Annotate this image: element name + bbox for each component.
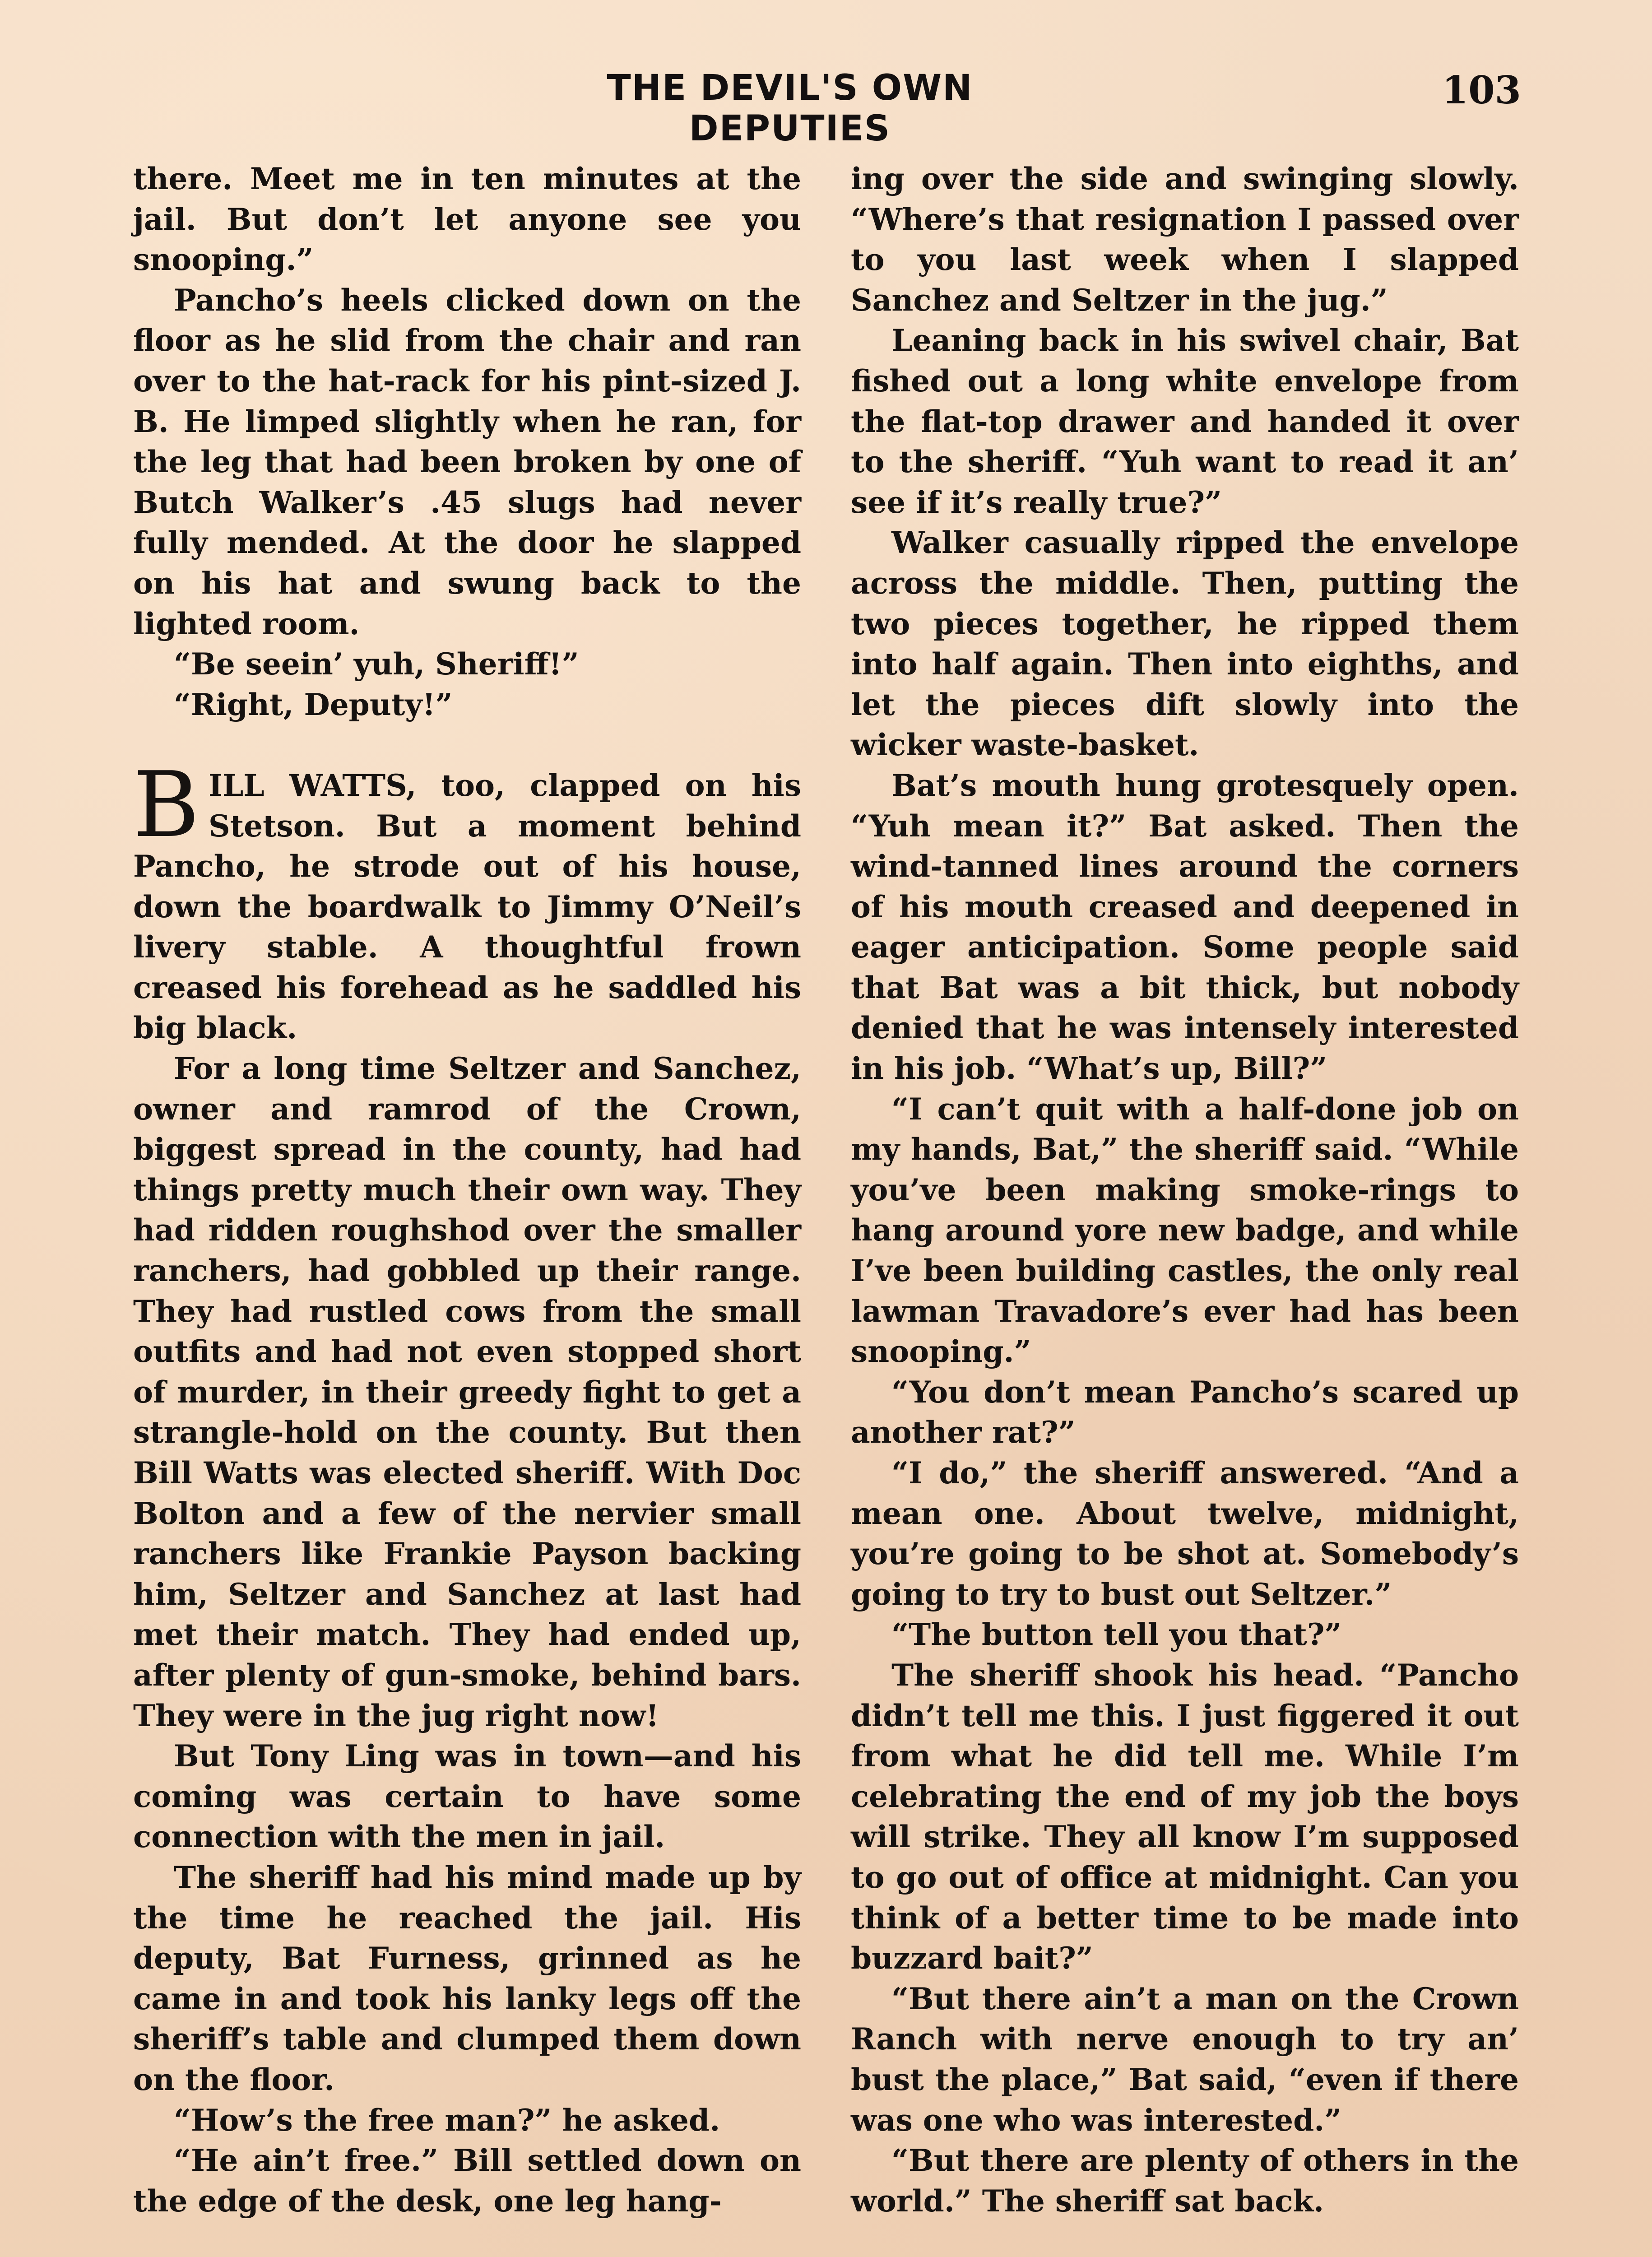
left-text-column xyxy=(133,159,801,2221)
paragraph: “Be seein’ yuh, Sheriff!” xyxy=(174,646,579,682)
paragraph: For a long time Seltzer and Sanchez, owner and ramrod of the Crown, biggest spread in the county, had had things pretty much their own way. They had ridden roughshod over the smaller ranchers, had gobbled up their range. They had rustled cows from the small outfits and had not even stopped short of murder, in their greedy fight to get a strangle-hold on the county. But then Bill Watts was elected sheriff. With Doc Bolton and a few of the nervier small ranchers like Frankie Payson backing him, Seltzer and Sanchez at last had met their match. They had ended up, after plenty of gun-smoke, behind bars. They were in the jug right now! xyxy=(133,1051,801,1733)
paragraph: “I can’t quit with a half-done job on my hands, Bat,” the sheriff said. “While you’ve been making smoke-rings to hang around yore new badge, and while I’ve been building castles, the only real lawman Travadore’s ever had has been snooping.” xyxy=(851,1091,1519,1370)
paragraph-text: ILL WATTS, too, clapped on his Stetson. But a moment behind Pancho, he strode out of his house, down the boardwalk to Jimmy O’Neil’s livery stable. A thoughtful frown creased his forehead as he saddled his big black. xyxy=(133,767,801,1046)
paragraph: “How’s the free man?” he asked. xyxy=(174,2102,720,2138)
paragraph: “I do,” the sheriff answered. “And a mean one. About twelve, midnight, you’re going to be shot at. Somebody’s going to try to bust out Seltzer.” xyxy=(851,1455,1519,1612)
paragraph: The sheriff had his mind made up by the time he reached the jail. His deputy, Bat Furness, grinned as he came in and took his lanky legs off the sheriff’s table and clumped them down on the floor. xyxy=(133,1859,801,2097)
paragraph: “Right, Deputy!” xyxy=(174,687,453,722)
paragraph: Walker casually ripped the envelope across the middle. Then, putting the two pieces together, he ripped them into half again. Then into eighths, and let the pieces dift slowly into the wicker waste-basket. xyxy=(851,525,1519,763)
paragraph: “But there are plenty of others in the world.” The sheriff sat back. xyxy=(851,2143,1519,2219)
paragraph: “The button tell you that?” xyxy=(891,1617,1342,1653)
paragraph: Bat’s mouth hung grotesquely open. “Yuh mean it?” Bat asked. Then the wind-tanned lines around the corners of his mouth creased and deepened in eager anticipation. Some people said that Bat was a bit thick, but nobody denied that he was intensely interested in his job. “What’s up, Bill?” xyxy=(851,767,1519,1087)
paragraph: The sheriff shook his head. “Pancho didn’t tell me this. I just figgered it out from what he did tell me. While I’m celebrating the end of my job the boys will strike. They all know I’m supposed to go out of office at midnight. Can you think of a better time to be made into buzzard bait?” xyxy=(851,1657,1519,1976)
paragraph: “He ain’t free.” Bill settled down on the edge of the desk, one leg hang- xyxy=(133,2143,801,2219)
section-opening-paragraph xyxy=(133,752,801,1049)
paragraph: “You don’t mean Pancho’s scared up another rat?” xyxy=(851,1374,1519,1450)
paragraph: But Tony Ling was in town—and his coming was certain to have some connection with the men in jail. xyxy=(133,1738,801,1855)
right-text-column xyxy=(851,159,1519,2221)
paragraph: there. Meet me in ten minutes at the jail. But don’t let anyone see you snooping.” xyxy=(133,161,801,278)
paragraph: Pancho’s heels clicked down on the floor as he slid from the chair and ran over to the hat-rack for his pint-sized J. B. He limped slightly when he ran, for the leg that had been broken by one of Butch Walker’s .45 slugs had never fully mended. At the door he slapped on his hat and swung back to the lighted room. xyxy=(133,282,801,641)
paragraph: Leaning back in his swivel chair, Bat fished out a long white envelope from the flat-top drawer and handed it over to the sheriff. “Yuh want to read it an’ see if it’s really true?” xyxy=(851,323,1519,520)
running-header-title: THE DEVIL'S OWN DEPUTIES xyxy=(607,68,973,149)
drop-cap-letter: B xyxy=(133,752,200,858)
paragraph: ing over the side and swinging slowly. “Where’s that resignation I passed over to you last week when I slapped Sanchez and Seltzer in the jug.” xyxy=(851,161,1519,318)
paragraph: “But there ain’t a man on the Crown Ranch with nerve enough to try an’ bust the place,” Bat said, “even if there was one who was interested.” xyxy=(851,1981,1519,2138)
page-number: 103 xyxy=(1442,68,1521,112)
